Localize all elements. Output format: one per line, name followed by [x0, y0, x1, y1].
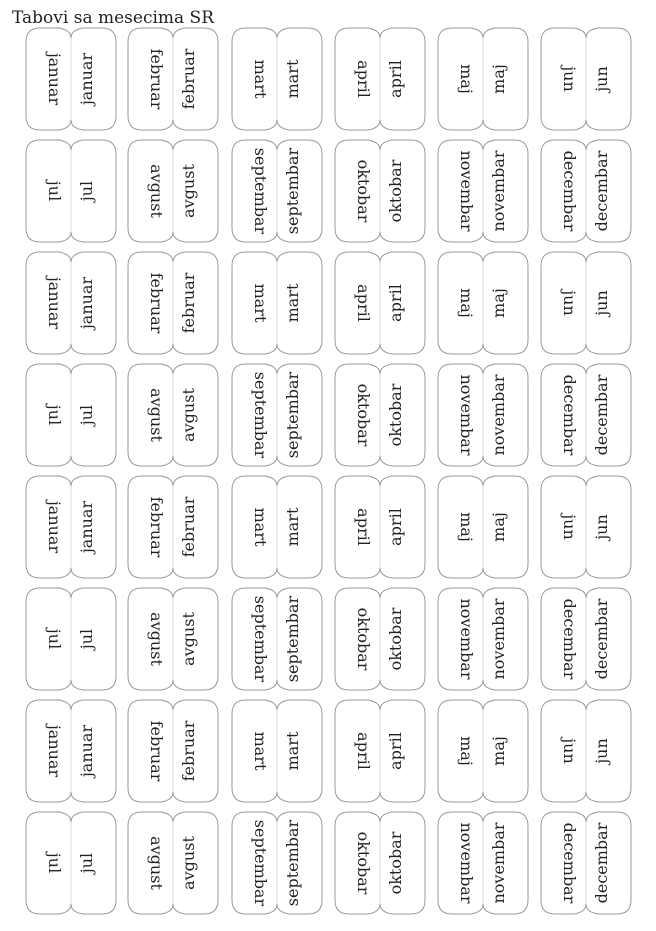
month-tab — [128, 252, 218, 354]
tab-label-left: mart — [251, 731, 270, 771]
tab-outline — [232, 700, 322, 802]
tab-outline — [26, 588, 116, 690]
tab-outline — [541, 700, 631, 802]
tab-label-left: februar — [147, 272, 166, 334]
month-tab — [541, 140, 631, 242]
tab-outline — [232, 364, 322, 466]
tab-outline — [438, 140, 528, 242]
tab-label-right: oktobar — [386, 159, 405, 223]
tab-outline — [26, 140, 116, 242]
tab-label-right: novembar — [489, 150, 508, 232]
month-tab — [232, 252, 322, 354]
tab-label-right: februar — [179, 720, 198, 782]
tab-label-right: mart — [283, 731, 302, 771]
tab-label-right: septembar — [283, 371, 302, 459]
month-tab — [335, 364, 425, 466]
month-tab — [26, 812, 116, 914]
tab-label-right: jul — [77, 628, 96, 650]
month-tab — [335, 700, 425, 802]
month-tab — [26, 476, 116, 578]
tab-label-left: novembar — [457, 598, 476, 680]
tab-label-right: april — [386, 732, 405, 770]
tab-label-left: decembar — [560, 598, 579, 680]
tab-label-left: jul — [45, 852, 64, 874]
tab-outline — [541, 140, 631, 242]
tab-label-right: januar — [77, 724, 96, 778]
tab-label-right: septembar — [283, 595, 302, 683]
tab-outline — [26, 252, 116, 354]
month-tab — [438, 28, 528, 130]
tab-label-right: februar — [179, 496, 198, 558]
tab-label-left: januar — [45, 52, 64, 106]
tab-label-left: maj — [457, 288, 476, 318]
month-tab — [335, 476, 425, 578]
tab-label-right: septembar — [283, 147, 302, 235]
tab-label-left: jun — [560, 66, 579, 92]
tab-label-left: decembar — [560, 150, 579, 232]
tab-outline — [26, 812, 116, 914]
tab-label-right: jun — [592, 290, 611, 316]
month-tab — [26, 588, 116, 690]
month-tab — [541, 28, 631, 130]
tab-outline — [438, 252, 528, 354]
tab-label-right: avgust — [179, 388, 198, 442]
tab-label-right: april — [386, 508, 405, 546]
month-tab — [232, 364, 322, 466]
tab-outline — [335, 252, 425, 354]
month-tab — [26, 252, 116, 354]
tab-outline — [128, 252, 218, 354]
tab-label-right: jun — [592, 66, 611, 92]
month-tab — [128, 140, 218, 242]
month-tab — [232, 812, 322, 914]
month-tab — [438, 140, 528, 242]
tab-label-left: mart — [251, 283, 270, 323]
tab-label-left: april — [354, 508, 373, 546]
month-tab — [438, 812, 528, 914]
month-tab — [128, 812, 218, 914]
tab-outline — [128, 28, 218, 130]
tab-outline — [438, 812, 528, 914]
tab-outline — [128, 588, 218, 690]
tab-label-left: maj — [457, 512, 476, 542]
tab-label-right: novembar — [489, 822, 508, 904]
month-tab — [541, 252, 631, 354]
tab-outline — [128, 812, 218, 914]
tab-outline — [541, 812, 631, 914]
tab-label-left: januar — [45, 724, 64, 778]
tab-label-left: januar — [45, 276, 64, 330]
month-tab — [438, 476, 528, 578]
tab-outline — [541, 476, 631, 578]
tab-label-right: mart — [283, 507, 302, 547]
month-tab — [128, 28, 218, 130]
tab-outline — [128, 364, 218, 466]
tab-label-left: avgust — [147, 612, 166, 666]
tab-outline — [335, 476, 425, 578]
tab-label-right: maj — [489, 736, 508, 766]
tab-label-right: jul — [77, 180, 96, 202]
month-tab — [232, 588, 322, 690]
month-tab — [26, 140, 116, 242]
tab-label-left: februar — [147, 720, 166, 782]
tab-label-left: avgust — [147, 388, 166, 442]
tab-label-left: april — [354, 284, 373, 322]
tab-label-right: oktobar — [386, 607, 405, 671]
tab-label-left: maj — [457, 64, 476, 94]
tab-label-right: jul — [77, 404, 96, 426]
tab-outline — [541, 364, 631, 466]
tab-outline — [232, 812, 322, 914]
tab-outline — [128, 140, 218, 242]
tab-label-right: april — [386, 284, 405, 322]
tab-label-right: avgust — [179, 164, 198, 218]
tab-label-right: decembar — [592, 374, 611, 456]
month-tab — [128, 364, 218, 466]
tab-label-right: maj — [489, 64, 508, 94]
tab-label-left: januar — [45, 500, 64, 554]
tab-label-left: decembar — [560, 374, 579, 456]
tab-outline — [541, 588, 631, 690]
tab-outline — [541, 252, 631, 354]
tab-label-left: april — [354, 60, 373, 98]
tab-label-left: februar — [147, 496, 166, 558]
tab-label-right: jul — [77, 852, 96, 874]
tab-label-left: decembar — [560, 822, 579, 904]
tab-outline — [128, 476, 218, 578]
month-tab — [26, 364, 116, 466]
tab-label-left: jul — [45, 404, 64, 426]
tab-label-right: januar — [77, 52, 96, 106]
tab-label-left: avgust — [147, 164, 166, 218]
tab-outline — [541, 28, 631, 130]
month-tab — [438, 588, 528, 690]
tab-label-left: septembar — [251, 371, 270, 459]
tab-label-right: maj — [489, 512, 508, 542]
tab-outline — [26, 364, 116, 466]
month-tab — [232, 476, 322, 578]
tab-label-right: avgust — [179, 836, 198, 890]
tab-label-right: april — [386, 60, 405, 98]
tab-label-right: jun — [592, 738, 611, 764]
tab-label-left: jun — [560, 738, 579, 764]
tab-label-left: novembar — [457, 374, 476, 456]
tab-label-right: decembar — [592, 150, 611, 232]
tab-outline — [335, 700, 425, 802]
tab-label-right: mart — [283, 283, 302, 323]
tab-outline — [232, 28, 322, 130]
tab-outline — [438, 588, 528, 690]
tab-label-right: avgust — [179, 612, 198, 666]
tab-label-left: jun — [560, 514, 579, 540]
tab-label-left: februar — [147, 48, 166, 110]
month-tab — [541, 364, 631, 466]
tab-label-right: oktobar — [386, 383, 405, 447]
tab-outline — [335, 588, 425, 690]
tab-label-right: januar — [77, 276, 96, 330]
tab-label-right: decembar — [592, 822, 611, 904]
tab-label-right: mart — [283, 59, 302, 99]
tab-label-left: oktobar — [354, 383, 373, 447]
tab-outline — [232, 252, 322, 354]
month-tab — [232, 28, 322, 130]
tab-label-left: septembar — [251, 819, 270, 907]
month-tab — [232, 140, 322, 242]
tab-label-right: decembar — [592, 598, 611, 680]
tab-label-left: mart — [251, 507, 270, 547]
page-title: Tabovi sa mesecima SR — [12, 8, 215, 28]
tab-label-left: novembar — [457, 150, 476, 232]
tab-label-right: januar — [77, 500, 96, 554]
tab-outline — [438, 476, 528, 578]
month-tab — [438, 700, 528, 802]
tab-outline — [128, 700, 218, 802]
tab-outline — [26, 700, 116, 802]
tab-label-right: februar — [179, 48, 198, 110]
tab-label-left: septembar — [251, 595, 270, 683]
tab-label-right: oktobar — [386, 831, 405, 895]
tab-outline — [335, 364, 425, 466]
tab-label-left: avgust — [147, 836, 166, 890]
month-tab — [335, 812, 425, 914]
tab-label-left: jun — [560, 290, 579, 316]
tab-outline — [438, 28, 528, 130]
tab-outline — [232, 476, 322, 578]
tab-label-left: oktobar — [354, 607, 373, 671]
month-tab — [128, 476, 218, 578]
tab-label-right: februar — [179, 272, 198, 334]
month-tab — [128, 700, 218, 802]
tab-outline — [438, 364, 528, 466]
month-tab — [335, 588, 425, 690]
month-tab — [335, 140, 425, 242]
tab-label-left: jul — [45, 180, 64, 202]
tab-label-left: septembar — [251, 147, 270, 235]
tab-outline — [26, 28, 116, 130]
month-tab — [438, 252, 528, 354]
tab-label-right: novembar — [489, 598, 508, 680]
tab-outline — [335, 812, 425, 914]
tab-label-left: mart — [251, 59, 270, 99]
month-tab — [438, 364, 528, 466]
month-tab — [541, 812, 631, 914]
tab-outline — [232, 140, 322, 242]
tab-outline — [438, 700, 528, 802]
month-tab — [335, 28, 425, 130]
month-tab — [26, 28, 116, 130]
month-tab — [26, 700, 116, 802]
month-tab — [541, 476, 631, 578]
tab-label-left: jul — [45, 628, 64, 650]
tab-label-right: jun — [592, 514, 611, 540]
tab-label-left: april — [354, 732, 373, 770]
tab-label-left: maj — [457, 736, 476, 766]
tab-outline — [232, 588, 322, 690]
tab-label-right: septembar — [283, 819, 302, 907]
tab-outline — [335, 28, 425, 130]
tab-label-right: maj — [489, 288, 508, 318]
tab-label-left: novembar — [457, 822, 476, 904]
month-tab — [128, 588, 218, 690]
month-tab — [335, 252, 425, 354]
tab-outline — [26, 476, 116, 578]
month-tab — [232, 700, 322, 802]
month-tab — [541, 700, 631, 802]
tab-label-right: novembar — [489, 374, 508, 456]
tab-label-left: oktobar — [354, 159, 373, 223]
tab-label-left: oktobar — [354, 831, 373, 895]
tab-outline — [335, 140, 425, 242]
month-tab — [541, 588, 631, 690]
